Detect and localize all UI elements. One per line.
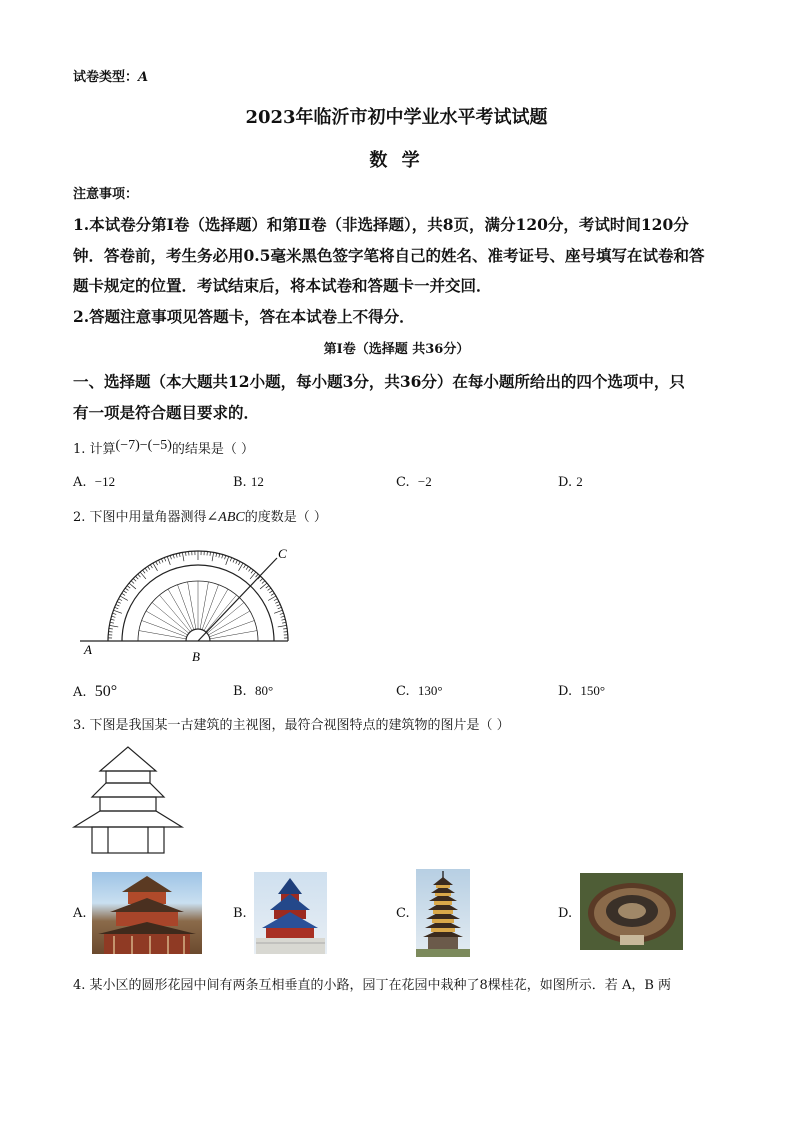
protractor-tick: [109, 628, 113, 629]
question-2-prefix: 2. 下图中用量角器测得: [73, 510, 207, 525]
protractor-tick: [256, 574, 259, 577]
protractor-spoke: [177, 585, 193, 630]
protractor-tick: [143, 570, 145, 573]
protractor-tick: [281, 616, 285, 617]
protractor-tick: [117, 602, 121, 604]
protractor-tick: [260, 578, 263, 581]
protractor-tick: [131, 581, 134, 584]
protractor-tick: [111, 616, 115, 617]
protractor-tick: [278, 625, 287, 627]
protractor-tick: [176, 554, 177, 558]
point-a-label: A: [84, 642, 92, 657]
protractor-tick: [283, 628, 287, 629]
protractor-tick: [212, 552, 214, 561]
paper-type: [73, 66, 148, 85]
protractor-tick: [185, 552, 186, 556]
note-line: 2.答题注意事项见答题卡，答在本试卷上不得分．: [73, 307, 415, 326]
protractor-tick: [122, 593, 125, 595]
protractor-tick: [230, 558, 231, 562]
paper-type-label: 试卷类型：: [73, 70, 139, 85]
protractor-tick: [110, 622, 114, 623]
option-d: D. 2: [558, 474, 583, 490]
point-b-label: B: [192, 649, 200, 664]
option-a: A. −12: [73, 474, 116, 490]
protractor-tick: [269, 591, 272, 593]
protractor-tick: [274, 610, 282, 613]
pagoda-photo: [416, 869, 470, 957]
protractor-tick: [159, 560, 161, 564]
protractor-tick: [219, 554, 220, 558]
option-d-label: D.: [558, 906, 573, 921]
protractor-tick: [167, 556, 170, 564]
question-2-suffix: 的度数是（ ）: [244, 510, 327, 525]
protractor-tick: [161, 559, 163, 563]
question-2-expression: ∠ABC: [206, 510, 245, 525]
question-1-expression: (−7)−(−5): [115, 438, 172, 453]
protractor-spoke: [202, 585, 218, 630]
protractor-tick: [170, 555, 171, 559]
protractor-tick: [282, 622, 286, 623]
protractor-tick: [109, 625, 118, 627]
protractor-spoke: [209, 620, 254, 636]
paper-type-value: A: [138, 70, 149, 85]
protractor-tick: [238, 562, 240, 566]
protractor-tick: [266, 586, 269, 588]
option-c: C. 130°: [396, 683, 443, 699]
protractor-tick: [111, 619, 115, 620]
protractor-tick: [275, 602, 279, 604]
point-c-label: C: [278, 546, 287, 561]
tulou-photo: [580, 873, 683, 950]
protractor-tick: [115, 607, 119, 608]
protractor-tick: [222, 554, 223, 558]
protractor-tick: [179, 553, 180, 557]
option-c-label: C.: [396, 906, 410, 921]
protractor-tick: [150, 565, 152, 568]
pavilion-photo: [92, 872, 202, 954]
protractor-spoke: [200, 582, 208, 629]
protractor-tick: [216, 553, 217, 557]
part-heading-line: 有一项是符合题目要求的．: [73, 403, 260, 422]
question-4-stem: 4. 某小区的圆形花园中间有两条互相垂直的小路，园丁在花园中栽种了8棵桂花，如图所示．若 A，B 两: [73, 978, 672, 993]
protractor-tick: [225, 555, 226, 559]
protractor-tick: [244, 565, 246, 568]
protractor-spoke: [210, 631, 257, 639]
protractor-tick: [210, 552, 211, 556]
protractor-tick: [135, 576, 138, 579]
protractor-tick: [281, 619, 285, 620]
option-a-label: A.: [73, 906, 87, 921]
protractor-tick: [271, 593, 274, 595]
protractor-tick: [119, 599, 123, 601]
option-b-label: B.: [233, 906, 247, 921]
protractor-tick: [268, 588, 271, 590]
protractor-tick: [277, 604, 281, 606]
protractor-tick: [251, 570, 253, 573]
question-3-stem: 3. 下图是我国某一古建筑的主视图，最符合视图特点的建筑物的图片是（ ）: [73, 718, 510, 733]
protractor-tick: [262, 581, 265, 584]
protractor-tick: [226, 556, 229, 564]
question-2-stem: [73, 506, 327, 526]
protractor-tick: [148, 566, 150, 569]
notes-heading: 注意事项：: [73, 187, 139, 202]
option-a: A. 50°: [73, 683, 118, 700]
protractor-tick: [138, 574, 141, 577]
protractor-tick: [133, 578, 136, 581]
temple-of-heaven-photo: [254, 872, 327, 954]
note-line: 钟．答卷前，考生务必用0.5毫米黑色签字笔将自己的姓名、准考证号、座号填写在试卷和答: [73, 246, 705, 265]
protractor-tick: [113, 610, 121, 613]
protractor-tick: [173, 554, 174, 558]
protractor-tick: [249, 568, 251, 571]
option-b: B. 80°: [233, 683, 274, 699]
protractor-tick: [116, 604, 120, 606]
protractor-tick: [278, 607, 282, 608]
option-c: C. −2: [396, 474, 432, 490]
protractor-tick: [236, 560, 238, 564]
protractor-tick: [127, 586, 130, 588]
exam-title: 2023年临沂市初中学业水平考试试题: [245, 107, 548, 128]
protractor-spoke: [139, 631, 186, 639]
note-line: 题卡规定的位置．考试结束后，将本试卷和答题卡一并交回．: [73, 276, 492, 295]
section-title: 第Ⅰ卷（选择题 共36分）: [323, 342, 470, 357]
protractor-tick: [246, 566, 248, 569]
protractor-spoke: [188, 582, 196, 629]
front-view-drawing: [70, 745, 186, 857]
question-1-prefix: 1. 计算: [73, 442, 116, 457]
protractor-tick: [112, 613, 116, 614]
protractor-tick: [233, 559, 235, 563]
question-1-stem: [73, 438, 254, 458]
protractor-tick: [274, 599, 278, 601]
subject-title: 数 学: [369, 150, 424, 171]
option-d: D. 150°: [558, 683, 606, 699]
protractor-figure: [80, 540, 300, 665]
question-1-suffix: 的结果是（ ）: [171, 442, 255, 457]
protractor-tick: [182, 552, 184, 561]
note-line: 1.本试卷分第Ⅰ卷（选择题）和第Ⅱ卷（非选择题），共8页，满分120分，考试时间120分: [73, 215, 689, 234]
protractor-tick: [145, 568, 147, 571]
protractor-tick: [280, 613, 284, 614]
protractor-tick: [156, 562, 158, 566]
option-b: B. 12: [233, 474, 264, 490]
protractor-spoke: [142, 620, 187, 636]
part-heading-line: 一、选择题（本大题共12小题，每小题3分，共36分）在每小题所给出的四个选项中，只: [73, 372, 685, 391]
protractor-tick: [125, 588, 128, 590]
protractor-tick: [164, 558, 165, 562]
protractor-tick: [123, 591, 126, 593]
